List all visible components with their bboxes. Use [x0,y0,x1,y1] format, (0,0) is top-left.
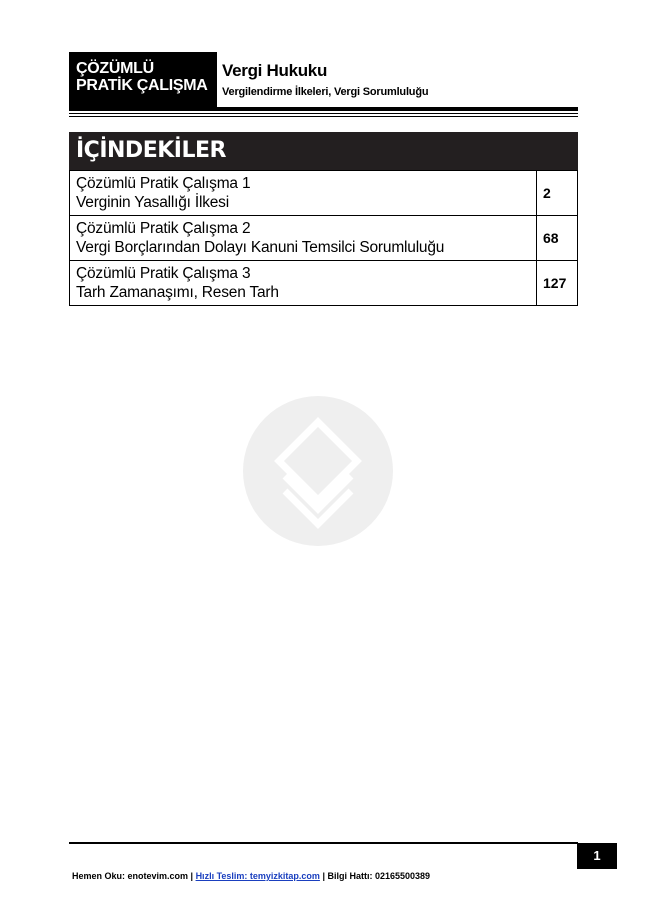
footer-hotline: Bilgi Hattı: 02165500389 [327,871,431,881]
header-rule-thin [69,113,578,114]
toc-entry[interactable] [70,261,537,306]
toc-entry-subtitle: Tarh Zamanaşımı, Resen Tarh [76,284,279,301]
toc-page-number: 2 [537,171,578,216]
toc-table [69,170,578,306]
page-header [69,52,578,107]
brand-block [69,52,217,107]
footer-separator: | [319,871,328,881]
toc-heading: İÇİNDEKİLER [69,132,578,170]
footer-rule [69,842,578,844]
footer-read-now: Hemen Oku: enotevim.com [72,871,189,881]
stacked-pages-icon [243,396,393,546]
toc-page-number: 127 [537,261,578,306]
toc-row[interactable] [70,216,578,261]
footer-fast-delivery-link[interactable]: Hızlı Teslim: temyizkitap.com [195,871,320,881]
header-rule-thin [69,116,578,117]
toc-row[interactable] [70,171,578,216]
toc-page-number: 68 [537,216,578,261]
book-title: Vergi Hukuku [222,61,328,80]
toc-entry-subtitle: Vergi Borçlarından Dolayı Kanuni Temsilci Sorumluluğu [76,239,445,256]
toc-entry-title: Çözümlü Pratik Çalışma 1 [76,175,251,192]
footer-separator: | [188,871,196,881]
toc-entry-subtitle: Verginin Yasallığı İlkesi [76,194,229,211]
page-number: 1 [577,843,617,869]
book-subtitle: Vergilendirme İlkeleri, Vergi Sorumluluğu [222,86,429,98]
toc-entry-title: Çözümlü Pratik Çalışma 2 [76,220,251,237]
toc-entry[interactable] [70,171,537,216]
page-footer [72,871,430,881]
toc-row[interactable] [70,261,578,306]
toc-entry[interactable] [70,216,537,261]
brand-line-2: PRATİK ÇALIŞMA [76,77,208,94]
header-rule-thick [69,107,578,111]
toc-entry-title: Çözümlü Pratik Çalışma 3 [76,265,251,282]
brand-line-1: ÇÖZÜMLÜ [76,60,154,77]
